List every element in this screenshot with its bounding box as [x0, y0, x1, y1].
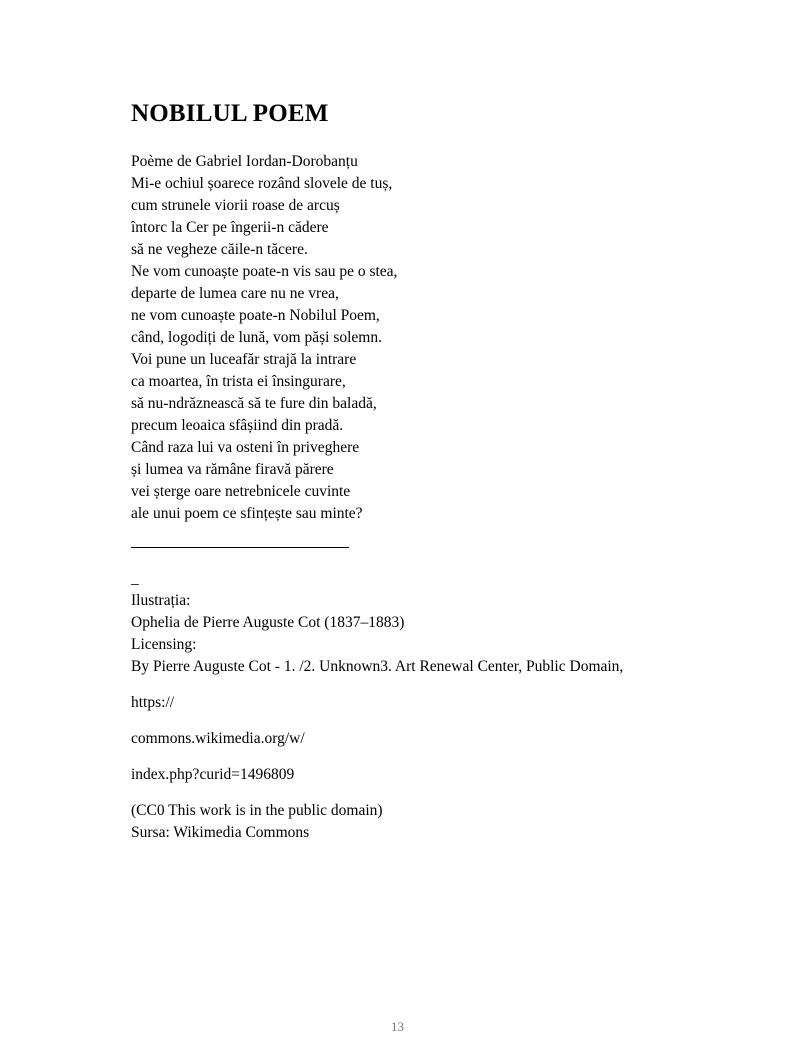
source-url-part: https:// — [131, 694, 175, 711]
page-title: NOBILUL POEM — [131, 100, 329, 127]
poem-line: cum strunele viorii roase de arcuș — [131, 197, 340, 214]
illustration-label: Ilustrația: — [131, 592, 191, 609]
footnote-marker: _ — [131, 570, 139, 587]
licensing-label: Licensing: — [131, 636, 197, 653]
poem-line: Ne vom cunoaște poate-n vis sau pe o stea, — [131, 263, 398, 280]
poem-line: să ne vegheze căile-n tăcere. — [131, 241, 308, 258]
poem-line: Poème de Gabriel Iordan-Dorobanțu — [131, 153, 358, 170]
poem-line: întorc la Cer pe îngerii-n cădere — [131, 219, 329, 236]
poem-body — [131, 151, 671, 525]
license-note: (CC0 This work is in the public domain) — [131, 802, 383, 819]
poem-line: ne vom cunoaște poate-n Nobilul Poem, — [131, 307, 380, 324]
poem-line: când, logodiți de lună, vom păși solemn. — [131, 329, 382, 346]
poem-line: ca moartea, în trista ei însingurare, — [131, 373, 346, 390]
source-url-part: index.php?curid=1496809 — [131, 766, 295, 783]
page-number: 13 — [391, 1019, 404, 1034]
source-url-part: commons.wikimedia.org/w/ — [131, 730, 305, 747]
poem-line: Mi-e ochiul șoarece rozând slovele de tuș, — [131, 175, 393, 192]
poem-line: Când raza lui va osteni în priveghere — [131, 439, 360, 456]
poem-line: vei șterge oare netrebnicele cuvinte — [131, 483, 351, 500]
poem-line: și lumea va rămâne firavă părere — [131, 461, 334, 478]
illustration-credit: Ophelia de Pierre Auguste Cot (1837–1883) — [131, 614, 405, 631]
poem-line: ale unui poem ce sfințește sau minte? — [131, 505, 363, 522]
footnote-divider — [131, 547, 349, 548]
poem-line: precum leoaica sfâșiind din pradă. — [131, 417, 344, 434]
licensing-text: By Pierre Auguste Cot - 1. /2. Unknown3. Art Renewal Center, Public Domain, — [131, 658, 624, 675]
poem-line: Voi pune un luceafăr strajă la intrare — [131, 351, 357, 368]
footnote — [131, 568, 663, 844]
source-credit: Sursa: Wikimedia Commons — [131, 824, 310, 841]
poem-line: să nu-ndrăznească să te fure din baladă, — [131, 395, 377, 412]
poem-line: departe de lumea care nu ne vrea, — [131, 285, 339, 302]
